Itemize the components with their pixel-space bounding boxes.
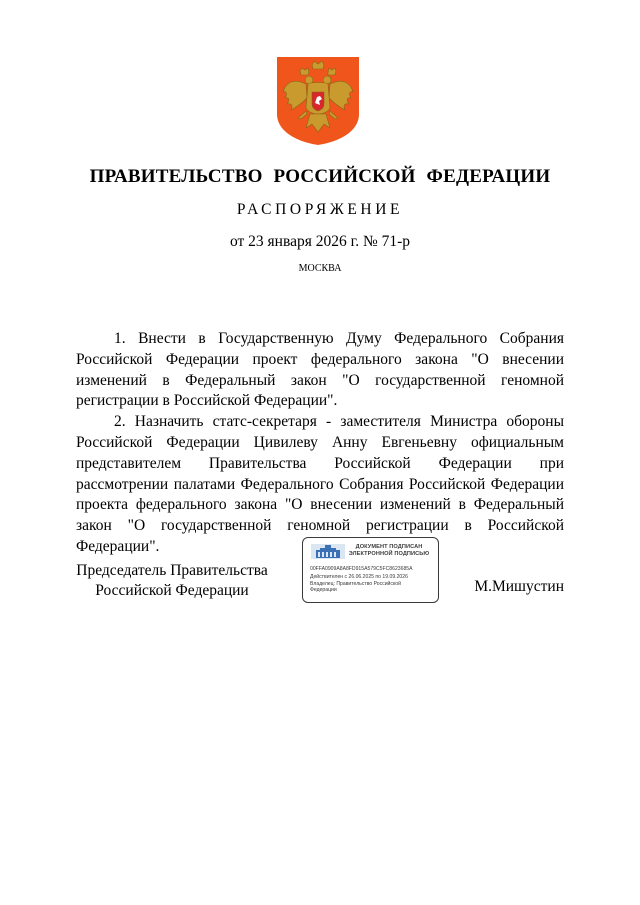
stamp-header — [343, 544, 435, 558]
signer-position-line-2: Российской Федерации — [95, 581, 249, 599]
document-date-number: от 23 января 2026 г. № 71-р — [229, 233, 411, 250]
signer-position-line-1: Председатель Правительства — [76, 562, 268, 579]
paragraph-2: 2. Назначить статс-секретаря - заместителя Министра обороны Российской Федерации Цивилеву Анну Евгеньевну официальным представителем Правительства Российской Федерации при рассмотрении палатами Федерального Собрания Российской Федерации проекта федерального закона "О внесении изменений в Федеральный закон "О государственной геномной регистрации в Российской Федерации". — [76, 413, 564, 555]
signer-name: М.Мишустин — [474, 578, 564, 595]
russian-coat-of-arms-icon — [276, 56, 360, 146]
government-building-icon — [311, 544, 345, 559]
stamp-owner-line-2: Федерации — [310, 587, 337, 593]
stamp-certificate: 00FFA0909A8A8FD915A579C5FC8623685A — [310, 566, 413, 572]
document-body — [76, 329, 564, 558]
signer-position — [76, 561, 268, 600]
stamp-owner-line-1: Владелец: Правительство Российской — [310, 581, 401, 587]
paragraph-1: 1. Внести в Государственную Думу Федерального Собрания Российской Федерации проект федерального закона "О внесении изменений в Федеральный закон "О государственной геномной регистрации в Российской Федерации". — [76, 330, 564, 410]
stamp-header-line-2: ЭЛЕКТРОННОЙ ПОДПИСЬЮ — [348, 551, 430, 557]
document-type: РАСПОРЯЖЕНИЕ — [236, 201, 404, 218]
document-city: МОСКВА — [298, 263, 342, 274]
electronic-signature-stamp — [302, 537, 439, 603]
government-title: ПРАВИТЕЛЬСТВО РОССИЙСКОЙ ФЕДЕРАЦИИ — [89, 166, 551, 187]
stamp-validity: Действителен с 26.06.2025 по 19.09.2026 — [310, 574, 408, 580]
stamp-header-line-1: ДОКУМЕНТ ПОДПИСАН — [355, 544, 423, 550]
